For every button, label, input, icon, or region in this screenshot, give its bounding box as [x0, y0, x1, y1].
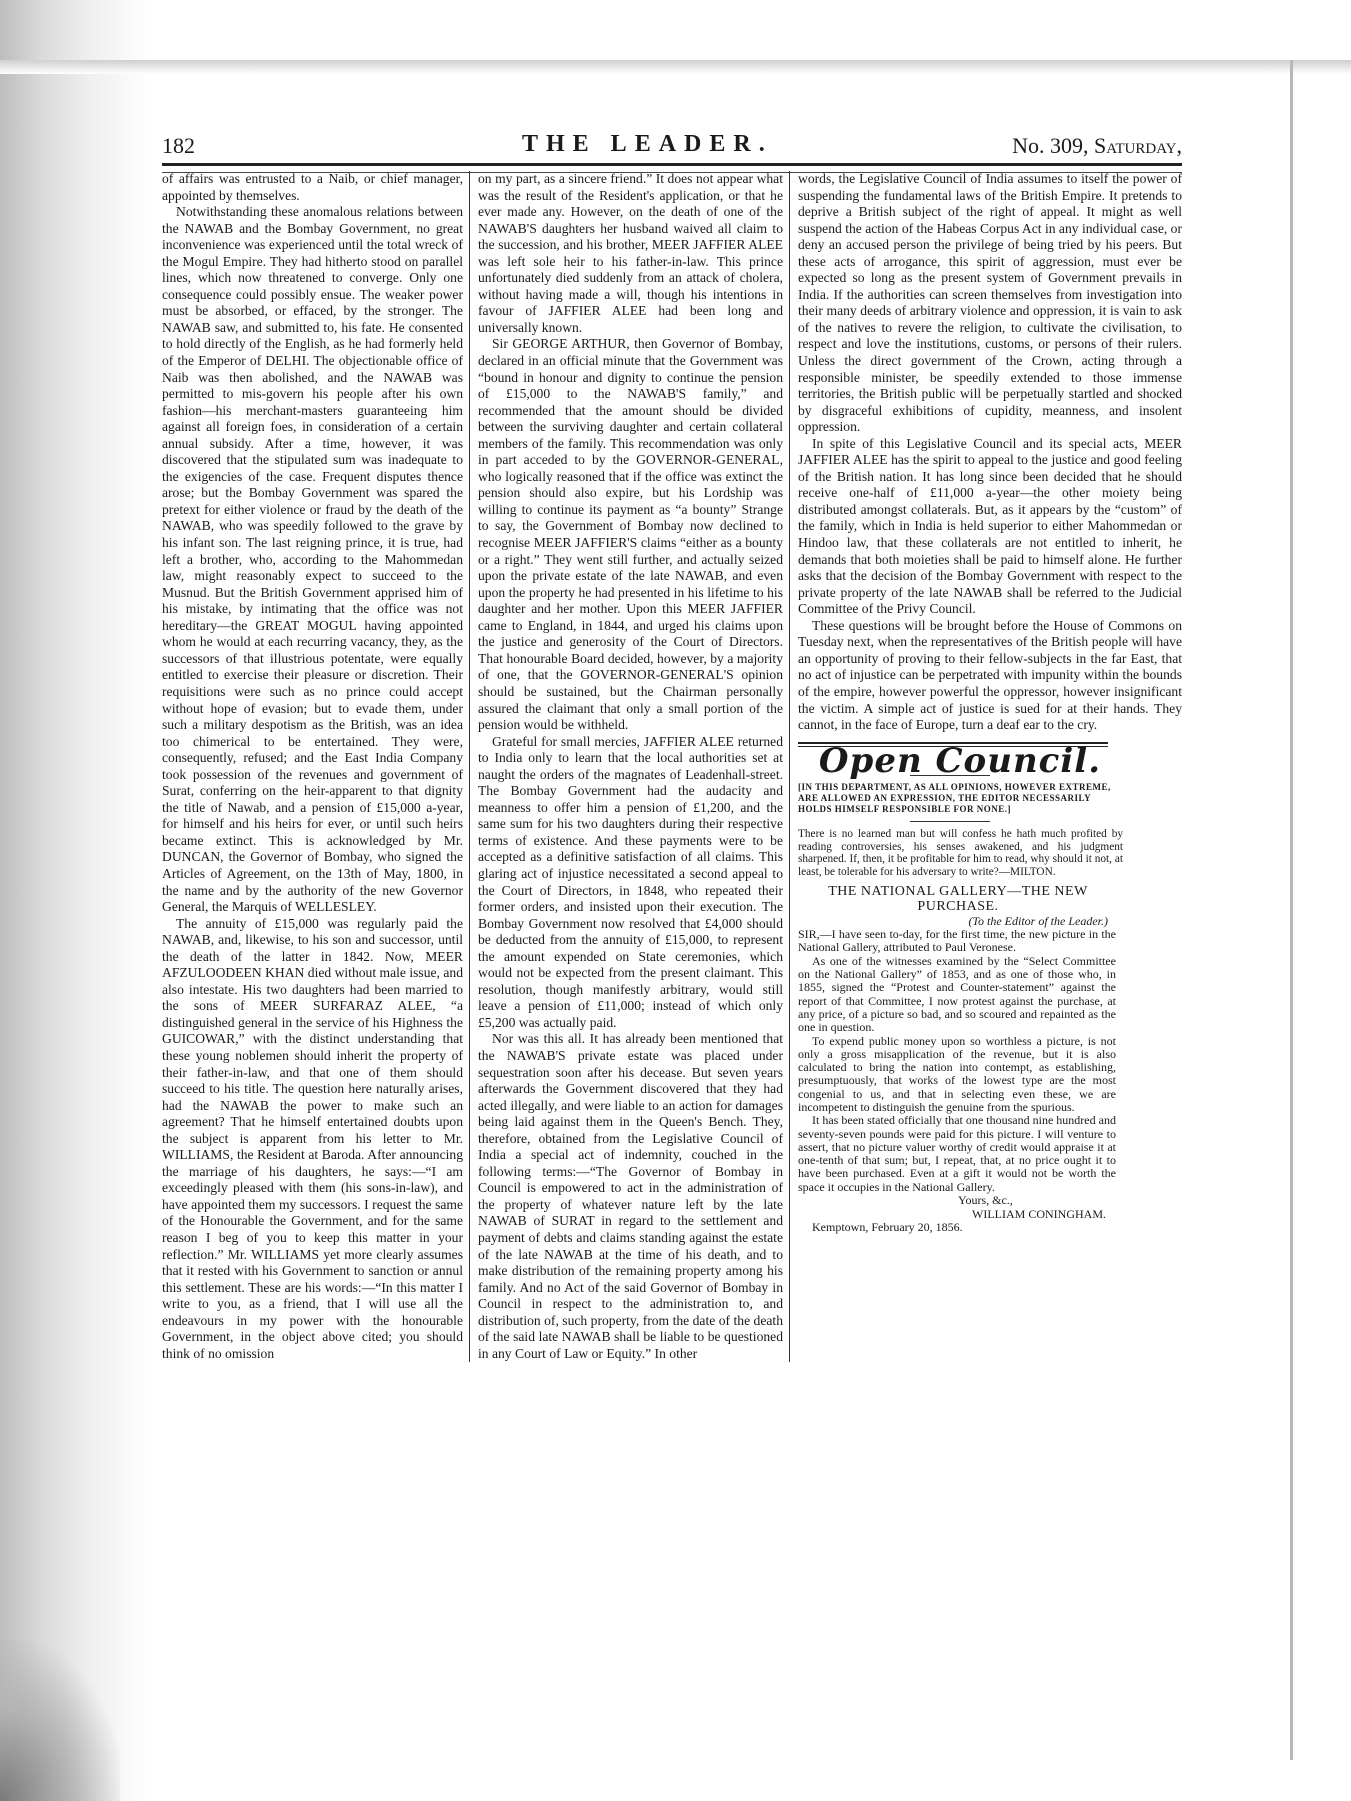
scan-shadow-top	[0, 60, 1351, 74]
paragraph: In spite of this Legislative Council and its special acts, MEER JAFFIER ALEE has the spirit to appeal to the justice and good feeling of the British nation. It has long since been decided that he should receive one-half of £11,000 a-year—the other moiety being distributed amongst collaterals. But, as it appears by the “custom” of the family, which in India is held superior to either Mahommedan or Hindoo law, that these collaterals are not entitled to inherit, he demands that both moieties shall be paid to himself alone. He further asks that the decision of the Bombay Government with respect to the private property of the late NAWAB shall be referred to the Judicial Committee of the Privy Council.	[798, 435, 1182, 617]
scan-shadow-left	[0, 0, 150, 1801]
paragraph: words, the Legislative Council of India assumes to itself the power of suspending the fundamental laws of the British Empire. It pretends to deprive a British subject of the right of appeal. It might as well suspend the action of the Habeas Corpus Act in any individual case, or deny an accused person the privilege of being tried by his peers. But these acts of arrogance, this spirit of aggression, must ever be expected so long as the present system of Government prevails in India. If the authorities can screen themselves from investigation into their many deeds of arbitrary violence and oppression, it is vain to ask of the natives to revere the religion, to cultivate the civilisation, to respect and love the institutions, customs, or persons of their rulers. Unless the direct government of the Crown, acting through a responsible minister, be speedily extended to those immense territories, the British public will be perpetually startled and shocked by disgraceful exhibitions of cupidity, meanness, and insolent oppression.	[798, 171, 1182, 435]
paragraph: on my part, as a sincere friend.” It does not appear what was the result of the Resident's application, or that he ever made any. However, on the death of one of the NAWAB'S daughters her husband waived all claim to the succession, and his brother, MEER JAFFIER ALEE was left sole heir to his father-in-law. This prince unfortunately died suddenly from an attack of cholera, without having made a will, though his intentions in favour of JAFFIER ALEE had been long and universally known.	[478, 171, 783, 335]
issue-info	[1012, 133, 1182, 159]
letter-subtitle: (To the Editor of the Leader.)	[968, 914, 1108, 929]
letter-title	[798, 884, 1118, 914]
letter-closing: Yours, &c.,	[958, 1193, 1013, 1208]
paper-title: THE LEADER.	[522, 131, 773, 157]
column-3	[789, 171, 1182, 1362]
letter-paragraph: As one of the witnesses examined by the “Select Committee on the National Gallery” of 1853, and as one of those who, in 1855, signed the “Protest and Counter-statement” against the report of that Committee, I now protest against the purchase, at any price, of a picture so bad, and so scoured and repainted as the one in question.	[798, 953, 1116, 1035]
letter-signature: WILLIAM CONINGHAM.	[972, 1206, 1106, 1221]
column-1	[162, 171, 469, 1362]
letter-title-line2: PURCHASE.	[917, 899, 999, 915]
issue-day: Saturday,	[1093, 133, 1182, 158]
paragraph: These questions will be brought before the House of Commons on Tuesday next, when the representatives of the British people will have an opportunity of proving to their fellow-subjects in the far East, that no act of injustice can be perpetrated with impunity within the bounds of the empire, however powerful the oppressor, however insignificant the victim. A simple act of justice is sued for at their hands. They cannot, in the face of Europe, turn a deaf ear to the cry.	[798, 617, 1182, 733]
heading-rule	[910, 775, 990, 776]
paragraph: Grateful for small mercies, JAFFIER ALEE returned to India only to learn that the local authorities set at naught the orders of the magnates of Leadenhall-street. The Bombay Government had the audacity and meanness to offer him a pension of £1,200, and the same sum for his two daughters during their respective terms of existence. And these payments were to be accepted as a definitive satisfaction of all claims. This glaring act of injustice necessitated a second appeal to the Court of Directors, in 1848, who repeated their former orders, and insisted upon their execution. The Bombay Government now resolved that £4,000 should be deducted from the annuity of £15,000, to represent the amount expended on State ceremonies, which would not be expected from the present claimant. This resolution, though manifestly arbitrary, would still leave a pension of £11,000; instead of which only £5,200 was actually paid.	[478, 733, 783, 1030]
masthead	[162, 127, 1182, 161]
paragraph: Sir GEORGE ARTHUR, then Governor of Bombay, declared in an official minute that the Government was “bound in honour and dignity to continue the pension of £15,000 to the NAWAB'S family,” and recommended that the amount should be divided between the surviving daughter and certain collateral members of the family. This recommendation was only in part acceded to by the GOVERNOR-GENERAL, who logically reasoned that if the office was extinct the pension should also expire, but his Lordship was willing to continue its payment as “a bounty” Strange to say, the Government of Bombay now declined to recognise MEER JAFFIER'S claims “either as a bounty or a right.” They went still further, and actually seized upon the private estate of the late NAWAB, and even upon the property he had presented in his lifetime to his daughter and her mother. Upon this MEER JAFFIER came to England, in 1844, and urged his claims upon the justice and generosity of the Court of Directors. That honourable Board decided, however, by a majority of one, that the GOVERNOR-GENERAL'S opinion should be sustained, but the Chairman personally assured the claimant that only a small portion of the pension would be withheld.	[478, 336, 783, 733]
letter-paragraph: SIR,—I have seen to-day, for the first time, the new picture in the National Gallery, attributed to Paul Veronese.	[798, 927, 1116, 955]
paragraph: Nor was this all. It has already been mentioned that the NAWAB'S private estate was placed under sequestration soon after his decease. But seven years afterwards the Government discovered that they had acted illegally, and were liable to an action for damages being laid against them in the Queen's Bench. They, therefore, obtained from the Legislative Council of India a special act of indemnity, couched in the following terms:—“The Governor of Bombay in Council is empowered to act in the administration of the property of whatever nature left by the late NAWAB of SURAT in regard to the settlement and payment of debts and claims standing against the estate of the late NAWAB at the time of his death, and to make distribution of the remaining property among his family. And no Act of the said Governor of Bombay in Council in respect to the administration to, and distribution of, such property, from the date of the death of the said late NAWAB shall be liable to be questioned in any Court of Law or Equity.” In other	[478, 1031, 783, 1361]
milton-quote: There is no learned man but will confess he hath much profited by reading controversies, his senses awakened, and his judgment sharpened. If, then, it be profitable for him to read, why should it not, at least, be tolerable for his adversary to write?—MILTON.	[798, 828, 1123, 878]
paragraph: The annuity of £15,000 was regularly paid the NAWAB, and, likewise, to his son and successor, until the death of the latter in 1842. Now, MEER AFZULOODEEN KHAN died without male issue, and also intestate. His two daughters had been married to the sons of MEER SURFARAZ ALEE, “a distinguished general in the service of his Highness the GUICOWAR,” with the distinct understanding that these young noblemen should inherit the property of their father-in-law, and that one of them should succeed to his title. The question here naturally arises, had the NAWAB the power to make such an agreement? That he himself entertained doubts upon the subject is apparent from his letter to Mr. WILLIAMS, the Resident at Baroda. After announcing the marriage of his daughters, he says:—“I am exceedingly pleased with them (his sons-in-law), and have appointed them my successors. I request the same of the Honourable the Government, and for the same reason I beg of you to keep this matter in your reflection.” Mr. WILLIAMS yet more clearly assumes that it rested with his Government to sanction or annul this settlement. These are his words:—“In this matter I write to you, as a friend, that I will use all the endeavours in my power with the honourable Government, in the object above cited; you should think of no omission	[162, 915, 463, 1361]
letter-paragraph: To expend public money upon so worthless a picture, is not only a gross misapplication of the revenue, but it is also calculated to bring the nation into contempt, as establishing, presumptuously, that works of the lowest type are the most congenial to us, and that in selecting even these, we are incompetent to distinguish the genuine from the spurious.	[798, 1033, 1116, 1114]
letter-national-gallery	[798, 884, 1182, 1234]
letter-signoff	[798, 1194, 1116, 1235]
open-council-heading: Open Council.	[818, 740, 1102, 781]
article-columns	[162, 171, 1182, 1362]
letter-title-line1: THE NATIONAL GALLERY—THE NEW	[828, 884, 1088, 900]
issue-number: No. 309,	[1012, 133, 1089, 158]
scan-edge-right	[1290, 60, 1293, 1760]
newspaper-page	[162, 127, 1182, 1361]
letter-place-date: Kemptown, February 20, 1856.	[812, 1220, 963, 1235]
paragraph: of affairs was entrusted to a Naib, or chief manager, appointed by themselves.	[162, 171, 463, 203]
letter-paragraph: It has been stated officially that one thousand nine hundred and seventy-seven pounds were paid for this picture. I will venture to assert, that no picture valuer worthy of credit would appraise it at one-tenth of that sum; but, I repeat, that, at no price ought it to have been purchased. Even at a gift it would not be worth the space it occupies in the National Gallery.	[798, 1113, 1116, 1194]
page-number: 182	[162, 133, 195, 158]
editor-disclaimer: [IN THIS DEPARTMENT, AS ALL OPINIONS, HOWEVER EXTREME, ARE ALLOWED AN EXPRESSION, THE EDITOR NECESSARILY HOLDS HIMSELF RESPONSIBLE FOR NONE.]	[798, 782, 1111, 815]
disclaimer-rule	[910, 821, 990, 822]
paragraph: Notwithstanding these anomalous relations between the NAWAB and the Bombay Government, no great inconvenience was experienced until the total wreck of the Mogul Empire. They had hitherto stood on parallel lines, which now threatened to converge. Only one consequence could possibly ensue. The weaker power must be absorbed, or effaced, by the stronger. The NAWAB saw, and submitted to, his fate. He consented to hold directly of the English, as he had formerly held of the Emperor of DELHI. The objectionable office of Naib was then abolished, and the NAWAB was permitted to mis-govern his people after his own fashion—his merchant-masters guaranteeing him against all foreign foes, in consideration of a certain annual subsidy. After a time, however, it was discovered that the stipulated sum was inadequate to the exigencies of the case. Frequent disputes thence arose; but the Bombay Government was spared the pretext for either violence or fraud by the death of the NAWAB, who was speedily followed to the grave by his infant son. The last reigning prince, it is true, had left a brother, who, according to the Mahommedan law, might reasonably expect to succeed to the Musnud. But the British Government apprised him of his mistake, by intimating that the office was not hereditary—the GREAT MOGUL having appointed whom he would at each recurring vacancy, they, as the successors of that illustrious potentate, were equally entitled to exercise their pleasure or discretion. Their requisitions were such as no prince could accept without hope of evasion; but to evade them, under such a military despotism as the British, was an idea too chimerical to be entertained. They were, consequently, refused; and the East India Company took possession of the revenues and government of Surat, conferring on the heir-apparent to that dignity the title of Nawab, and a pension of £15,000 a-year, for himself and his heirs for ever, or until such heirs became extinct. This is acknowledged by Mr. DUNCAN, the Governor of Bombay, who signed the Articles of Agreement, on the 13th of May, 1800, in the name and by the authority of the new Governor General, the Marquis of WELLESLEY.	[162, 204, 463, 915]
scan-shadow-bottom-left	[0, 1640, 120, 1801]
